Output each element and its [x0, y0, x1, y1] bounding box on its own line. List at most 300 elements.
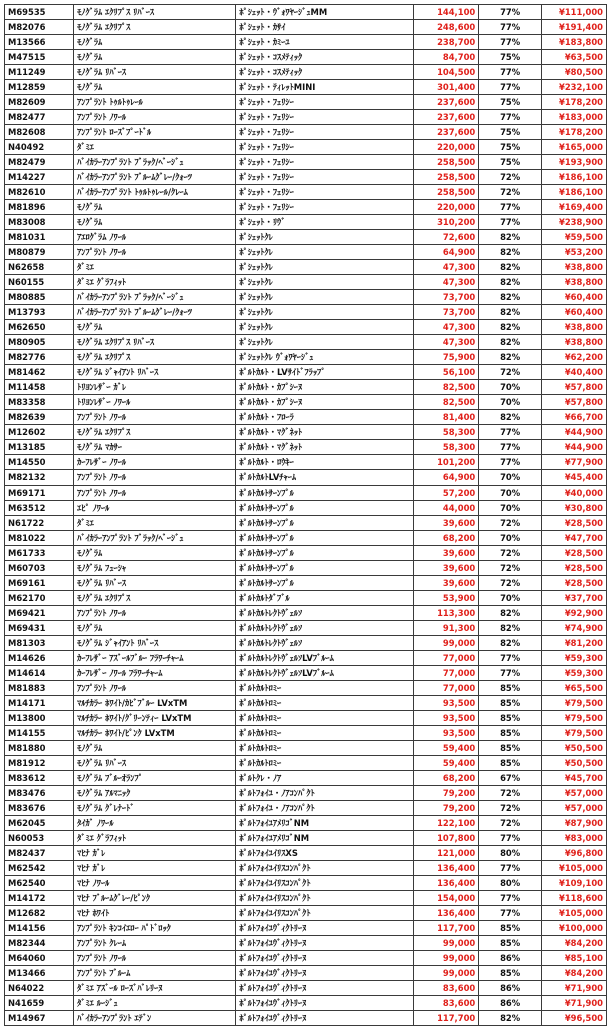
table-row [5, 500, 607, 515]
retail-price-cell: 136,400 [414, 905, 479, 920]
buy-rate-cell: 77% [479, 425, 542, 440]
model-name-cell: ﾎﾟﾙﾄﾌｫｲﾕｱﾒﾘｺﾞNM [236, 830, 414, 845]
buy-rate-cell: 72% [479, 545, 542, 560]
product-code-cell: M82776 [5, 350, 74, 365]
buyback-price-cell: ¥59,500 [542, 230, 607, 245]
table-row [5, 305, 607, 320]
buy-rate-cell: 77% [479, 200, 542, 215]
buy-rate-cell: 82% [479, 260, 542, 275]
product-code-cell: M81031 [5, 230, 74, 245]
buy-rate-cell: 85% [479, 966, 542, 981]
model-name-cell: ﾎﾟﾙﾄｶﾙﾄﾚｸﾄｳﾞｪﾙｿ [236, 635, 414, 650]
model-name-cell: ﾎﾟｼｪｯﾄｸﾚ [236, 245, 414, 260]
retail-price-cell: 39,600 [414, 515, 479, 530]
table-row [5, 665, 607, 680]
buyback-price-cell: ¥63,500 [542, 50, 607, 65]
material-line-cell: ﾓﾉｸﾞﾗﾑ ｴｸﾘﾌﾟｽ ﾘﾊﾞｰｽ [74, 5, 236, 20]
model-name-cell: ﾎﾟﾙﾄｶﾙﾄ・ｶﾌﾟｼｰﾇ [236, 380, 414, 395]
table-row [5, 230, 607, 245]
buy-rate-cell: 70% [479, 590, 542, 605]
buy-rate-cell: 75% [479, 95, 542, 110]
product-code-cell: M62170 [5, 590, 74, 605]
retail-price-cell: 107,800 [414, 830, 479, 845]
product-code-cell: M13793 [5, 305, 74, 320]
product-code-cell: M83008 [5, 215, 74, 230]
material-line-cell: ﾓﾉｸﾞﾗﾑ [74, 740, 236, 755]
table-row [5, 830, 607, 845]
product-code-cell: M62650 [5, 320, 74, 335]
table-row [5, 890, 607, 905]
buyback-price-cell: ¥165,000 [542, 140, 607, 155]
buyback-price-cell: ¥191,400 [542, 20, 607, 35]
material-line-cell: ﾏﾙﾁｶﾗｰ ﾎﾜｲﾄ/ｸﾞﾘｰﾝﾃｨｰ LVxTM [74, 710, 236, 725]
retail-price-cell: 220,000 [414, 140, 479, 155]
buyback-price-cell: ¥178,200 [542, 95, 607, 110]
material-line-cell: ｱﾝﾌﾟﾗﾝﾄ ﾌﾞﾙｰﾑ [74, 966, 236, 981]
buy-rate-cell: 85% [479, 740, 542, 755]
buy-rate-cell: 70% [479, 395, 542, 410]
product-code-cell: M69421 [5, 605, 74, 620]
buy-rate-cell: 85% [479, 935, 542, 950]
buyback-price-cell: ¥183,000 [542, 110, 607, 125]
material-line-cell: ﾓﾉｸﾞﾗﾑ [74, 200, 236, 215]
product-code-cell: M81896 [5, 200, 74, 215]
model-name-cell: ﾎﾟﾙﾄﾌｫｲﾕｳﾞｨｸﾄﾘｰﾇ [236, 981, 414, 996]
model-name-cell: ﾎﾟｼｪｯﾄｸﾚ [236, 335, 414, 350]
retail-price-cell: 44,000 [414, 500, 479, 515]
product-code-cell: M81912 [5, 755, 74, 770]
material-line-cell: ｱﾝﾌﾟﾗﾝﾄ ﾉﾜｰﾙ [74, 470, 236, 485]
buyback-price-cell: ¥186,100 [542, 185, 607, 200]
model-name-cell: ﾎﾟﾙﾄｶﾙﾄﾛﾐｰ [236, 725, 414, 740]
product-code-cell: M60703 [5, 560, 74, 575]
table-row [5, 20, 607, 35]
table-row [5, 785, 607, 800]
material-line-cell: ﾊﾞｲｶﾗｰｱﾝﾌﾟﾗﾝﾄ ｴﾃﾞﾝ [74, 1011, 236, 1026]
table-row [5, 515, 607, 530]
product-code-cell: M14156 [5, 920, 74, 935]
buy-rate-cell: 82% [479, 335, 542, 350]
table-row [5, 260, 607, 275]
material-line-cell: ﾓﾉｸﾞﾗﾑ [74, 215, 236, 230]
material-line-cell: ｱﾝﾌﾟﾗﾝﾄ ﾛｰｽﾞﾌﾟｰﾄﾞﾙ [74, 125, 236, 140]
material-line-cell: ﾊﾞｲｶﾗｰｱﾝﾌﾟﾗﾝﾄ ﾌﾞﾙｰﾑｸﾞﾚｰ/ｸｫｰﾂ [74, 305, 236, 320]
material-line-cell: ｱﾝﾌﾟﾗﾝﾄ ﾉﾜｰﾙ [74, 680, 236, 695]
buy-rate-cell: 77% [479, 20, 542, 35]
material-line-cell: ﾓﾉｸﾞﾗﾑ ｴｸﾘﾌﾟｽ [74, 425, 236, 440]
buyback-price-cell: ¥28,500 [542, 545, 607, 560]
buyback-price-cell: ¥105,000 [542, 905, 607, 920]
material-line-cell: ﾓﾉｸﾞﾗﾑ [74, 35, 236, 50]
product-code-cell: M69431 [5, 620, 74, 635]
retail-price-cell: 237,600 [414, 125, 479, 140]
table-row [5, 65, 607, 80]
model-name-cell: ﾎﾟﾙﾄｶﾙﾄ・ｶﾌﾟｼｰﾇ [236, 395, 414, 410]
material-line-cell: ﾓﾉｸﾞﾗﾑ ﾘﾊﾞｰｽ [74, 575, 236, 590]
material-line-cell: ﾏﾋﾅ ﾎﾜｲﾄ [74, 905, 236, 920]
buy-rate-cell: 72% [479, 170, 542, 185]
buyback-price-cell: ¥44,900 [542, 440, 607, 455]
buyback-price-cell: ¥38,800 [542, 335, 607, 350]
model-name-cell: ﾎﾟﾙﾄｶﾙﾄ・ﾏｸﾞﾈｯﾄ [236, 425, 414, 440]
buyback-price-cell: ¥57,800 [542, 380, 607, 395]
model-name-cell: ﾎﾟﾙﾄｶﾙﾄｻｰﾝﾌﾟﾙ [236, 545, 414, 560]
retail-price-cell: 64,900 [414, 470, 479, 485]
product-code-cell: M12682 [5, 905, 74, 920]
retail-price-cell: 47,300 [414, 335, 479, 350]
buyback-price-cell: ¥238,900 [542, 215, 607, 230]
retail-price-cell: 104,500 [414, 65, 479, 80]
material-line-cell: ﾏﾙﾁｶﾗｰ ﾎﾜｲﾄ/ｶﾋﾞﾌﾞﾙｰ LVxTM [74, 695, 236, 710]
buyback-price-cell: ¥105,000 [542, 860, 607, 875]
model-name-cell: ﾎﾟｼｪｯﾄ・ｺｽﾒﾃｨｯｸ [236, 65, 414, 80]
product-code-cell: M82609 [5, 95, 74, 110]
buy-rate-cell: 70% [479, 470, 542, 485]
retail-price-cell: 77,000 [414, 665, 479, 680]
buy-rate-cell: 82% [479, 230, 542, 245]
model-name-cell: ﾎﾟﾙﾄｶﾙﾄﾚｸﾄｳﾞｪﾙｿ [236, 620, 414, 635]
table-row [5, 800, 607, 815]
material-line-cell: ﾀﾞﾐｴ [74, 140, 236, 155]
material-line-cell: ﾏﾋﾅ ﾌﾞﾙｰﾑｸﾞﾚｰ/ﾋﾟﾝｸ [74, 890, 236, 905]
retail-price-cell: 101,200 [414, 455, 479, 470]
product-code-cell: M11458 [5, 380, 74, 395]
model-name-cell: ﾎﾟﾙﾄｶﾙﾄﾚｸﾄｳﾞｪﾙｿ [236, 605, 414, 620]
model-name-cell: ﾎﾟﾙﾄﾌｫｲﾕｲﾘｽｺﾝﾊﾟｸﾄ [236, 905, 414, 920]
model-name-cell: ﾎﾟﾙﾄｶﾙﾄ・ﾏｸﾞﾈｯﾄ [236, 440, 414, 455]
table-row [5, 860, 607, 875]
buy-rate-cell: 72% [479, 785, 542, 800]
buy-rate-cell: 72% [479, 800, 542, 815]
model-name-cell: ﾎﾟｼｪｯﾄ・ｳﾞｫﾜﾔｰｼﾞｭMM [236, 5, 414, 20]
retail-price-cell: 58,300 [414, 425, 479, 440]
material-line-cell: ﾓﾉｸﾞﾗﾑ [74, 50, 236, 65]
model-name-cell: ﾎﾟﾙﾄﾌｫｲﾕ・ﾉｱｺﾝﾊﾟｸﾄ [236, 785, 414, 800]
table-row [5, 215, 607, 230]
buy-rate-cell: 72% [479, 575, 542, 590]
product-code-cell: M13566 [5, 35, 74, 50]
buy-rate-cell: 70% [479, 380, 542, 395]
table-row [5, 485, 607, 500]
buy-rate-cell: 77% [479, 860, 542, 875]
buy-rate-cell: 75% [479, 50, 542, 65]
retail-price-cell: 84,700 [414, 50, 479, 65]
table-row [5, 545, 607, 560]
model-name-cell: ﾎﾟｼｪｯﾄｸﾚ [236, 275, 414, 290]
buyback-price-cell: ¥111,000 [542, 5, 607, 20]
buyback-price-cell: ¥186,100 [542, 170, 607, 185]
buyback-price-cell: ¥38,800 [542, 320, 607, 335]
buyback-price-cell: ¥66,700 [542, 410, 607, 425]
material-line-cell: ﾊﾞｲｶﾗｰｱﾝﾌﾟﾗﾝﾄ ﾄｩﾙﾄｩﾚｰﾙ/ｸﾚｰﾑ [74, 185, 236, 200]
buyback-price-cell: ¥79,500 [542, 710, 607, 725]
product-code-cell: M14967 [5, 1011, 74, 1026]
table-row [5, 680, 607, 695]
product-code-cell: M82344 [5, 935, 74, 950]
material-line-cell: ﾄﾘﾖﾝﾚｻﾞｰ ﾉﾜｰﾙ [74, 395, 236, 410]
table-row [5, 815, 607, 830]
buyback-price-cell: ¥84,200 [542, 935, 607, 950]
retail-price-cell: 73,700 [414, 305, 479, 320]
product-code-cell: N60155 [5, 275, 74, 290]
buyback-price-cell: ¥57,800 [542, 395, 607, 410]
material-line-cell: ﾓﾉｸﾞﾗﾑ ｴｸﾘﾌﾟｽ ﾘﾊﾞｰｽ [74, 335, 236, 350]
material-line-cell: ﾓﾉｸﾞﾗﾑ ｱﾙﾏﾆｯｸ [74, 785, 236, 800]
material-line-cell: ｶｰﾌﾚｻﾞｰ ｱｽﾞｰﾙﾌﾞﾙｰ ﾌﾗﾜｰﾁｬｰﾑ [74, 650, 236, 665]
buy-rate-cell: 77% [479, 215, 542, 230]
model-name-cell: ﾎﾟﾙﾄｸﾚ・ﾉｱ [236, 770, 414, 785]
product-code-cell: M62542 [5, 860, 74, 875]
product-code-cell: M47515 [5, 50, 74, 65]
model-name-cell: ﾎﾟｼｪｯﾄ・ﾌｪﾘｼｰ [236, 140, 414, 155]
buyback-price-cell: ¥92,900 [542, 605, 607, 620]
table-row [5, 845, 607, 860]
model-name-cell: ﾎﾟﾙﾄｶﾙﾄﾛﾐｰ [236, 680, 414, 695]
buyback-price-cell: ¥40,000 [542, 485, 607, 500]
buyback-price-cell: ¥169,400 [542, 200, 607, 215]
product-code-cell: M82479 [5, 155, 74, 170]
product-code-cell: N40492 [5, 140, 74, 155]
table-row [5, 380, 607, 395]
model-name-cell: ﾎﾟﾙﾄｶﾙﾄ・ﾛｳｷｰ [236, 455, 414, 470]
table-row [5, 440, 607, 455]
model-name-cell: ﾎﾟﾙﾄﾌｫｲﾕｳﾞｨｸﾄﾘｰﾇ [236, 950, 414, 965]
retail-price-cell: 81,400 [414, 410, 479, 425]
buy-rate-cell: 70% [479, 485, 542, 500]
model-name-cell: ﾎﾟｼｪｯﾄｸﾚ [236, 260, 414, 275]
table-row [5, 140, 607, 155]
table-row [5, 905, 607, 920]
model-name-cell: ﾎﾟﾙﾄﾌｫｲﾕｳﾞｨｸﾄﾘｰﾇ [236, 996, 414, 1011]
product-code-cell: M12602 [5, 425, 74, 440]
product-code-cell: M81303 [5, 635, 74, 650]
table-row [5, 575, 607, 590]
material-line-cell: ﾓﾉｸﾞﾗﾑ [74, 545, 236, 560]
table-row [5, 410, 607, 425]
table-row [5, 725, 607, 740]
table-row [5, 695, 607, 710]
model-name-cell: ﾎﾟｼｪｯﾄ・ﾌｪﾘｼｰ [236, 170, 414, 185]
retail-price-cell: 258,500 [414, 155, 479, 170]
retail-price-cell: 237,600 [414, 95, 479, 110]
material-line-cell: ｱﾝﾌﾟﾗﾝﾄ ﾉﾜｰﾙ [74, 605, 236, 620]
table-row [5, 185, 607, 200]
product-code-cell: M80879 [5, 245, 74, 260]
material-line-cell: ﾄﾘﾖﾝﾚｻﾞｰ ｶﾞﾚ [74, 380, 236, 395]
model-name-cell: ﾎﾟﾙﾄﾌｫｲﾕｳﾞｨｸﾄﾘｰﾇ [236, 920, 414, 935]
model-name-cell: ﾎﾟｼｪｯﾄ・ﾃｨﾚｯﾄMINI [236, 80, 414, 95]
product-code-cell: M82076 [5, 20, 74, 35]
model-name-cell: ﾎﾟﾙﾄｶﾙﾄﾀﾞﾌﾞﾙ [236, 590, 414, 605]
buy-rate-cell: 82% [479, 350, 542, 365]
buyback-price-cell: ¥59,300 [542, 665, 607, 680]
buyback-price-cell: ¥74,900 [542, 620, 607, 635]
buy-rate-cell: 77% [479, 650, 542, 665]
table-row [5, 425, 607, 440]
buyback-price-cell: ¥44,900 [542, 425, 607, 440]
table-row [5, 95, 607, 110]
buyback-price-cell: ¥30,800 [542, 500, 607, 515]
table-row [5, 920, 607, 935]
model-name-cell: ﾎﾟｼｪｯﾄｸﾚ [236, 305, 414, 320]
table-row [5, 395, 607, 410]
material-line-cell: ﾏﾋﾅ ｶﾞﾚ [74, 860, 236, 875]
model-name-cell: ﾎﾟｼｪｯﾄ・ﾌｪﾘｼｰ [236, 200, 414, 215]
material-line-cell: ﾀﾞﾐｴ ｸﾞﾗﾌｨｯﾄ [74, 275, 236, 290]
buyback-price-cell: ¥96,500 [542, 1011, 607, 1026]
product-code-cell: M81462 [5, 365, 74, 380]
retail-price-cell: 154,000 [414, 890, 479, 905]
buy-rate-cell: 72% [479, 515, 542, 530]
model-name-cell: ﾎﾟｼｪｯﾄ・ﾌｪﾘｼｰ [236, 125, 414, 140]
buy-rate-cell: 85% [479, 710, 542, 725]
product-code-cell: M63512 [5, 500, 74, 515]
product-code-cell: M82132 [5, 470, 74, 485]
buy-rate-cell: 82% [479, 1011, 542, 1026]
buyback-price-cell: ¥59,300 [542, 650, 607, 665]
retail-price-cell: 93,500 [414, 695, 479, 710]
product-code-cell: M14550 [5, 455, 74, 470]
buyback-price-cell: ¥77,900 [542, 455, 607, 470]
product-code-cell: N64022 [5, 981, 74, 996]
buyback-price-cell: ¥53,200 [542, 245, 607, 260]
table-row [5, 365, 607, 380]
retail-price-cell: 99,000 [414, 935, 479, 950]
material-line-cell: ﾓﾉｸﾞﾗﾑ ｴｸﾘﾌﾟｽ [74, 350, 236, 365]
retail-price-cell: 113,300 [414, 605, 479, 620]
buy-rate-cell: 86% [479, 996, 542, 1011]
table-row [5, 455, 607, 470]
buyback-price-cell: ¥57,000 [542, 785, 607, 800]
product-code-cell: M83476 [5, 785, 74, 800]
buyback-price-cell: ¥83,000 [542, 830, 607, 845]
retail-price-cell: 77,000 [414, 650, 479, 665]
material-line-cell: ｱﾝﾌﾟﾗﾝﾄ ﾄｩﾙﾄｩﾚｰﾙ [74, 95, 236, 110]
model-name-cell: ﾎﾟﾙﾄﾌｫｲﾕｱﾒﾘｺﾞNM [236, 815, 414, 830]
buyback-price-cell: ¥79,500 [542, 695, 607, 710]
buyback-price-cell: ¥57,000 [542, 800, 607, 815]
buyback-price-cell: ¥96,800 [542, 845, 607, 860]
retail-price-cell: 56,100 [414, 365, 479, 380]
buy-rate-cell: 75% [479, 125, 542, 140]
model-name-cell: ﾎﾟｼｪｯﾄ・ｶﾐｰﾕ [236, 35, 414, 50]
buy-rate-cell: 85% [479, 695, 542, 710]
retail-price-cell: 68,200 [414, 530, 479, 545]
buy-rate-cell: 75% [479, 155, 542, 170]
model-name-cell: ﾎﾟﾙﾄｶﾙﾄｻｰﾝﾌﾟﾙ [236, 530, 414, 545]
product-code-cell: M13466 [5, 966, 74, 981]
buyback-price-cell: ¥28,500 [542, 515, 607, 530]
retail-price-cell: 64,900 [414, 245, 479, 260]
model-name-cell: ﾎﾟｼｪｯﾄ・ﾌｪﾘｼｰ [236, 185, 414, 200]
product-code-cell: M14172 [5, 890, 74, 905]
buy-rate-cell: 82% [479, 290, 542, 305]
model-name-cell: ﾎﾟｼｪｯﾄ・ﾌｪﾘｼｰ [236, 155, 414, 170]
material-line-cell: ﾀﾞﾐｴ ｸﾞﾗﾌｨｯﾄ [74, 830, 236, 845]
buyback-price-cell: ¥71,900 [542, 981, 607, 996]
product-code-cell: M83676 [5, 800, 74, 815]
retail-price-cell: 47,300 [414, 260, 479, 275]
retail-price-cell: 136,400 [414, 875, 479, 890]
table-row [5, 275, 607, 290]
retail-price-cell: 310,200 [414, 215, 479, 230]
product-code-cell: M11249 [5, 65, 74, 80]
material-line-cell: ｱﾝﾌﾟﾗﾝﾄ ﾉﾜｰﾙ [74, 410, 236, 425]
model-name-cell: ﾎﾟｼｪｯﾄ・ﾌｪﾘｼｰ [236, 110, 414, 125]
model-name-cell: ﾎﾟﾙﾄｶﾙﾄ・LVｻｲﾄﾞﾌﾗｯﾌﾟ [236, 365, 414, 380]
buyback-price-cell: ¥28,500 [542, 575, 607, 590]
retail-price-cell: 93,500 [414, 725, 479, 740]
model-name-cell: ﾎﾟﾙﾄﾌｫｲﾕｲﾘｽXS [236, 845, 414, 860]
buyback-price-cell: ¥38,800 [542, 275, 607, 290]
retail-price-cell: 47,300 [414, 275, 479, 290]
model-name-cell: ﾎﾟﾙﾄﾌｫｲﾕｲﾘｽｺﾝﾊﾟｸﾄ [236, 890, 414, 905]
retail-price-cell: 248,600 [414, 20, 479, 35]
buy-rate-cell: 72% [479, 560, 542, 575]
buyback-price-cell: ¥80,500 [542, 65, 607, 80]
material-line-cell: ﾊﾞｲｶﾗｰｱﾝﾌﾟﾗﾝﾄ ﾌﾞﾗｯｸ/ﾍﾞｰｼﾞｭ [74, 155, 236, 170]
product-code-cell: M14227 [5, 170, 74, 185]
model-name-cell: ﾎﾟﾙﾄﾌｫｲﾕｲﾘｽｺﾝﾊﾟｸﾄ [236, 875, 414, 890]
buyback-price-cell: ¥28,500 [542, 560, 607, 575]
retail-price-cell: 77,000 [414, 680, 479, 695]
buy-rate-cell: 77% [479, 65, 542, 80]
product-code-cell: M69535 [5, 5, 74, 20]
buyback-price-cell: ¥50,500 [542, 755, 607, 770]
buyback-price-cell: ¥40,400 [542, 365, 607, 380]
buy-rate-cell: 77% [479, 35, 542, 50]
model-name-cell: ﾎﾟﾙﾄｶﾙﾄｻｰﾝﾌﾟﾙ [236, 485, 414, 500]
buyback-price-cell: ¥87,900 [542, 815, 607, 830]
buy-rate-cell: 72% [479, 815, 542, 830]
model-name-cell: ﾎﾟﾙﾄｶﾙﾄｻｰﾝﾌﾟﾙ [236, 515, 414, 530]
retail-price-cell: 237,600 [414, 110, 479, 125]
retail-price-cell: 99,000 [414, 635, 479, 650]
product-code-cell: N60053 [5, 830, 74, 845]
price-table-body [5, 5, 607, 1026]
material-line-cell: ｱﾝﾌﾟﾗﾝﾄ ﾉﾜｰﾙ [74, 110, 236, 125]
model-name-cell: ﾎﾟﾙﾄﾌｫｲﾕｲﾘｽｺﾝﾊﾟｸﾄ [236, 860, 414, 875]
buyback-price-cell: ¥45,700 [542, 770, 607, 785]
retail-price-cell: 117,700 [414, 1011, 479, 1026]
model-name-cell: ﾎﾟｼｪｯﾄ・ﾘｳﾞ [236, 215, 414, 230]
buy-rate-cell: 86% [479, 981, 542, 996]
buy-rate-cell: 75% [479, 140, 542, 155]
model-name-cell: ﾎﾟﾙﾄｶﾙﾄﾚｸﾄｳﾞｪﾙｿLVﾌﾞﾙｰﾑ [236, 650, 414, 665]
table-row [5, 560, 607, 575]
buyback-price-cell: ¥38,800 [542, 260, 607, 275]
model-name-cell: ﾎﾟｼｪｯﾄ・ｶｻｲ [236, 20, 414, 35]
material-line-cell: ﾓﾉｸﾞﾗﾑ ｸﾞﾚﾅｰﾄﾞ [74, 800, 236, 815]
product-code-cell: M62540 [5, 875, 74, 890]
buy-rate-cell: 82% [479, 320, 542, 335]
model-name-cell: ﾎﾟﾙﾄﾌｫｲﾕｳﾞｨｸﾄﾘｰﾇ [236, 966, 414, 981]
product-code-cell: N62658 [5, 260, 74, 275]
model-name-cell: ﾎﾟﾙﾄｶﾙﾄﾚｸﾄｳﾞｪﾙｿLVﾌﾞﾙｰﾑ [236, 665, 414, 680]
material-line-cell: ｱｴﾛｸﾞﾗﾑ ﾉﾜｰﾙ [74, 230, 236, 245]
buyback-price-cell: ¥60,400 [542, 290, 607, 305]
retail-price-cell: 136,400 [414, 860, 479, 875]
retail-price-cell: 93,500 [414, 710, 479, 725]
buy-rate-cell: 85% [479, 680, 542, 695]
retail-price-cell: 79,200 [414, 800, 479, 815]
retail-price-cell: 117,700 [414, 920, 479, 935]
table-row [5, 590, 607, 605]
retail-price-cell: 39,600 [414, 575, 479, 590]
model-name-cell: ﾎﾟｼｪｯﾄ・ﾌｪﾘｼｰ [236, 95, 414, 110]
product-code-cell: M61733 [5, 545, 74, 560]
retail-price-cell: 72,600 [414, 230, 479, 245]
